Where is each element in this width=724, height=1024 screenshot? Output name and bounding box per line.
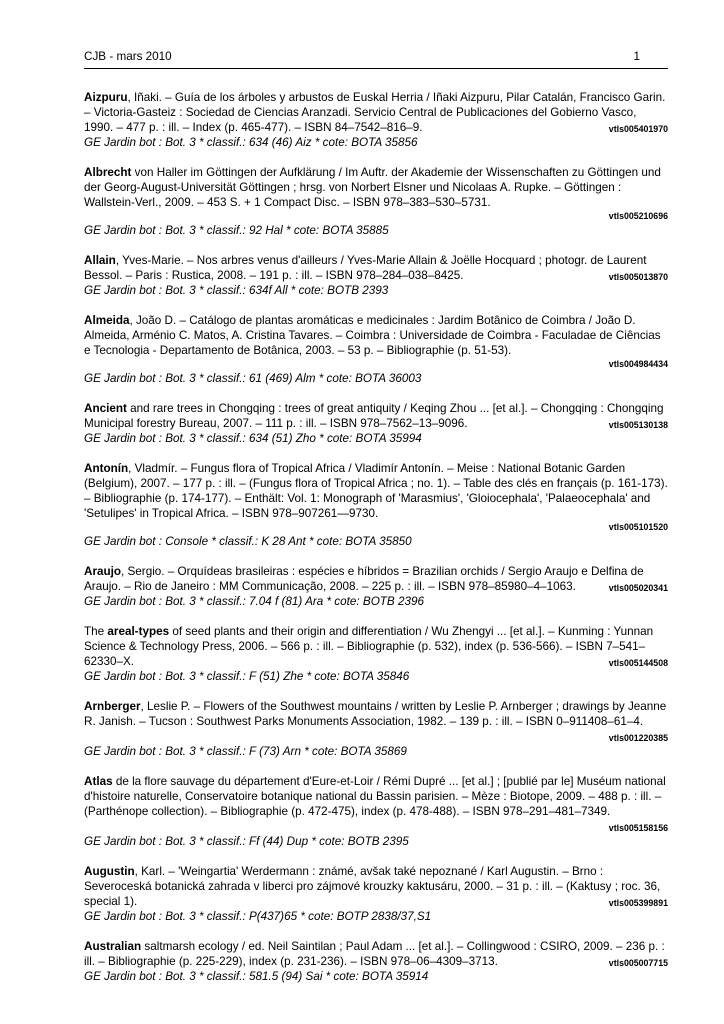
bib-entry [84,313,668,386]
bib-entry [84,564,668,609]
vtls-record-id: vtls005007715 [608,958,668,968]
bib-entry [84,624,668,684]
citation-text [84,90,668,135]
bib-entry [84,401,668,446]
citation-lead: Ancient [84,402,127,415]
citation-text [84,939,668,969]
citation-text [84,313,668,371]
citation-body: , Sergio. – Orquídeas brasileiras : espécies e híbridos = Brazilian orchids / Sergio Araujo e Delfina de Araujo. – Rio de Janeiro : MM Communicação, 2008. – 225 p. : ill. – ISBN 978–85980–4–1063. [84,565,644,593]
citation-lead: areal-types [107,625,170,638]
citation-text [84,864,668,909]
vtls-record-id: vtls005158156 [608,823,668,833]
citation-lead: Atlas [84,775,113,788]
vtls-record-id: vtls005013870 [608,272,668,282]
bib-entry [84,939,668,984]
citation-body: von Haller im Göttingen der Aufklärung / Im Auftr. der Akademie der Wissenschaften zu Göttingen und der Georg-August-Universität Göttingen ; hrsg. von Norbert Elsner und Nicolaas A. Rupke. – Göttingen : Wallstein-Verl., 2009. – 453 S. + 1 Compact Disc. – ISBN 978–383–530–5731. [84,166,661,209]
bib-entry [84,90,668,150]
bib-entry [84,461,668,549]
citation-text [84,165,668,223]
holding-line: GE Jardin bot : Bot. 3 * classif.: 634 (46) Aiz * cote: BOTA 35856 [84,136,418,149]
bib-entry [84,165,668,238]
bib-entry [84,253,668,298]
citation-text [84,401,668,431]
holding-line: GE Jardin bot : Bot. 3 * classif.: P(437)65 * cote: BOTP 2838/37,S1 [84,910,432,923]
bib-entry [84,864,668,924]
citation-lead: Antonín [84,462,129,475]
citation-lead: Allain [84,254,116,267]
holding-line: GE Jardin bot : Console * classif.: K 28 Ant * cote: BOTA 35850 [84,535,412,548]
holding-line: GE Jardin bot : Bot. 3 * classif.: 634 (51) Zho * cote: BOTA 35994 [84,432,422,445]
holding-line: GE Jardin bot : Bot. 3 * classif.: 92 Hal * cote: BOTA 35885 [84,224,389,237]
citation-text [84,461,668,534]
citation-text [84,564,668,594]
citation-text [84,699,668,744]
citation-body: , Karl. – 'Weingartia' Werdermann : známé, avšak také nepoznané / Karl Augustin. – Brno : Severoceská botanická zahrada v liberci pro zájmové krouzky kaktusáru, 2000. – 31 p. : ill. – (Kaktusy ; roc. 36, special 1). [84,865,661,908]
citation-lead: Albrecht [84,166,132,179]
bib-entry [84,699,668,759]
page-number: 1 [633,50,640,63]
vtls-record-id: vtls004984434 [608,359,668,369]
vtls-record-id: vtls005020341 [608,583,668,593]
citation-body: , João D. – Catálogo de plantas aromáticas e medicinales : Jardim Botânico de Coimbra / João D. Almeida, Arménio C. Matos, A. Cristina Tavares. – Coimbra : Universidade de Coimbra - Faculadae de Ciências e Tecnologia - Departamento de Botânica, 2003. – 53 p. – Bibliographie (p. 51-53). [84,314,661,357]
citation-lead: Augustin [84,865,135,878]
vtls-record-id: vtls005210696 [608,211,668,221]
bib-entry [84,774,668,849]
holding-line: GE Jardin bot : Bot. 3 * classif.: F (73) Arn * cote: BOTA 35869 [84,745,407,758]
vtls-record-id: vtls005144508 [608,658,668,668]
citation-text [84,624,668,669]
citation-lead: Arnberger [84,700,141,713]
vtls-record-id: vtls005401970 [608,124,668,134]
holding-line: GE Jardin bot : Bot. 3 * classif.: 634f All * cote: BOTB 2393 [84,284,389,297]
vtls-record-id: vtls005130138 [608,420,668,430]
citation-body: , Vladmír. – Fungus flora of Tropical Africa / Vladimír Antonín. – Meise : National Botanic Garden (Belgium), 2007. – 177 p. : ill. – (Fungus flora of Tropical Africa ; no. 1). – Table des clés en français (p. 161-173). – Bibliographie (p. 174-177). – Enthält: Vol. 1: Monograph of 'Marasmius', 'Gloiocephala', 'Palaeocephala' and 'Setulipes' in Tropical Africa. – ISBN 978–907261—9730. [84,462,668,520]
holding-line: GE Jardin bot : Bot. 3 * classif.: 7.04 f (81) Ara * cote: BOTB 2396 [84,595,424,608]
vtls-record-id: vtls001220385 [608,733,668,743]
citation-body: saltmarsh ecology / ed. Neil Saintilan ; Paul Adam ... [et al.]. – Collingwood : CSIRO, 2009. – 236 p. : ill. – Bibliographie (p. 225-229), index (p. 231-236). – ISBN 978–06–4309–3713. [84,940,665,968]
citation-lead: Almeida [84,314,130,327]
page-header [84,49,668,69]
citation-body: , Yves-Marie. – Nos arbres venus d'ailleurs / Yves-Marie Allain & Joëlle Hocquard ; photogr. de Laurent Bessol. – Paris : Rustica, 2008. – 191 p. : ill. – ISBN 978–284–038–8425. [84,254,647,282]
holding-line: GE Jardin bot : Bot. 3 * classif.: F (51) Zhe * cote: BOTA 35846 [84,670,410,683]
holding-line: GE Jardin bot : Bot. 3 * classif.: Ff (44) Dup * cote: BOTB 2395 [84,835,409,848]
citation-body: of seed plants and their origin and differentiation / Wu Zhengyi ... [et al.]. – Kunming : Yunnan Science & Technology Press, 2006. – 566 p. : ill. – Bibliographie (p. 532), index (p. 536-566). – ISBN 7–541–62330–X. [84,625,654,668]
citation-body: , Iñaki. – Guía de los árboles y arbustos de Euskal Herria / Iñaki Aizpuru, Pilar Catalán, Francisco Garin. – Victoria-Gasteiz : Sociedad de Ciencias Aranzadi. Servicio Central de Publicaciones del Gobierno Vasco, 1990. – 477 p. : ill. – Index (p. 465-477). – ISBN 84–7542–816–9. [84,91,666,134]
citation-body: , Leslie P. – Flowers of the Southwest mountains / written by Leslie P. Arnberger ; drawings by Jeanne R. Janish. – Tucson : Southwest Parks Monuments Association, 1982. – 139 p. : ill. – ISBN 0–911408–61–4. [84,700,667,728]
citation-lead: Araujo [84,565,122,578]
vtls-record-id: vtls005101520 [608,522,668,532]
header-title: CJB - mars 2010 [84,50,172,63]
citation-text [84,253,668,283]
citation-lead: Aizpuru [84,91,128,104]
vtls-record-id: vtls005399891 [608,898,668,908]
citation-body: and rare trees in Chongqing : trees of great antiquity / Keqing Zhou ... [et al.]. – Chongqing : Chongqing Municipal forestry Bureau, 2007. – 111 p. : ill. – ISBN 978–7562–13–9096. [84,402,664,430]
citation-body: de la flore sauvage du département d'Eure-et-Loir / Rémi Dupré ... [et al.] ; [publié par le] Muséum national d'histoire naturelle, Conservatoire botanique national du Bassin parisien. – Mèze : Biotope, 2009. – 488 p. : ill. – (Parthénope collection). – Bibliographie (p. 472-475), index (p. 478-488). – ISBN 978–291–481–7349. [84,775,666,818]
holding-line: GE Jardin bot : Bot. 3 * classif.: 581.5 (94) Sai * cote: BOTA 35914 [84,970,429,983]
citation-lead: Australian [84,940,142,953]
citation-text [84,774,668,834]
citation-prefix: The [84,625,108,638]
holding-line: GE Jardin bot : Bot. 3 * classif.: 61 (469) Alm * cote: BOTA 36003 [84,372,422,385]
